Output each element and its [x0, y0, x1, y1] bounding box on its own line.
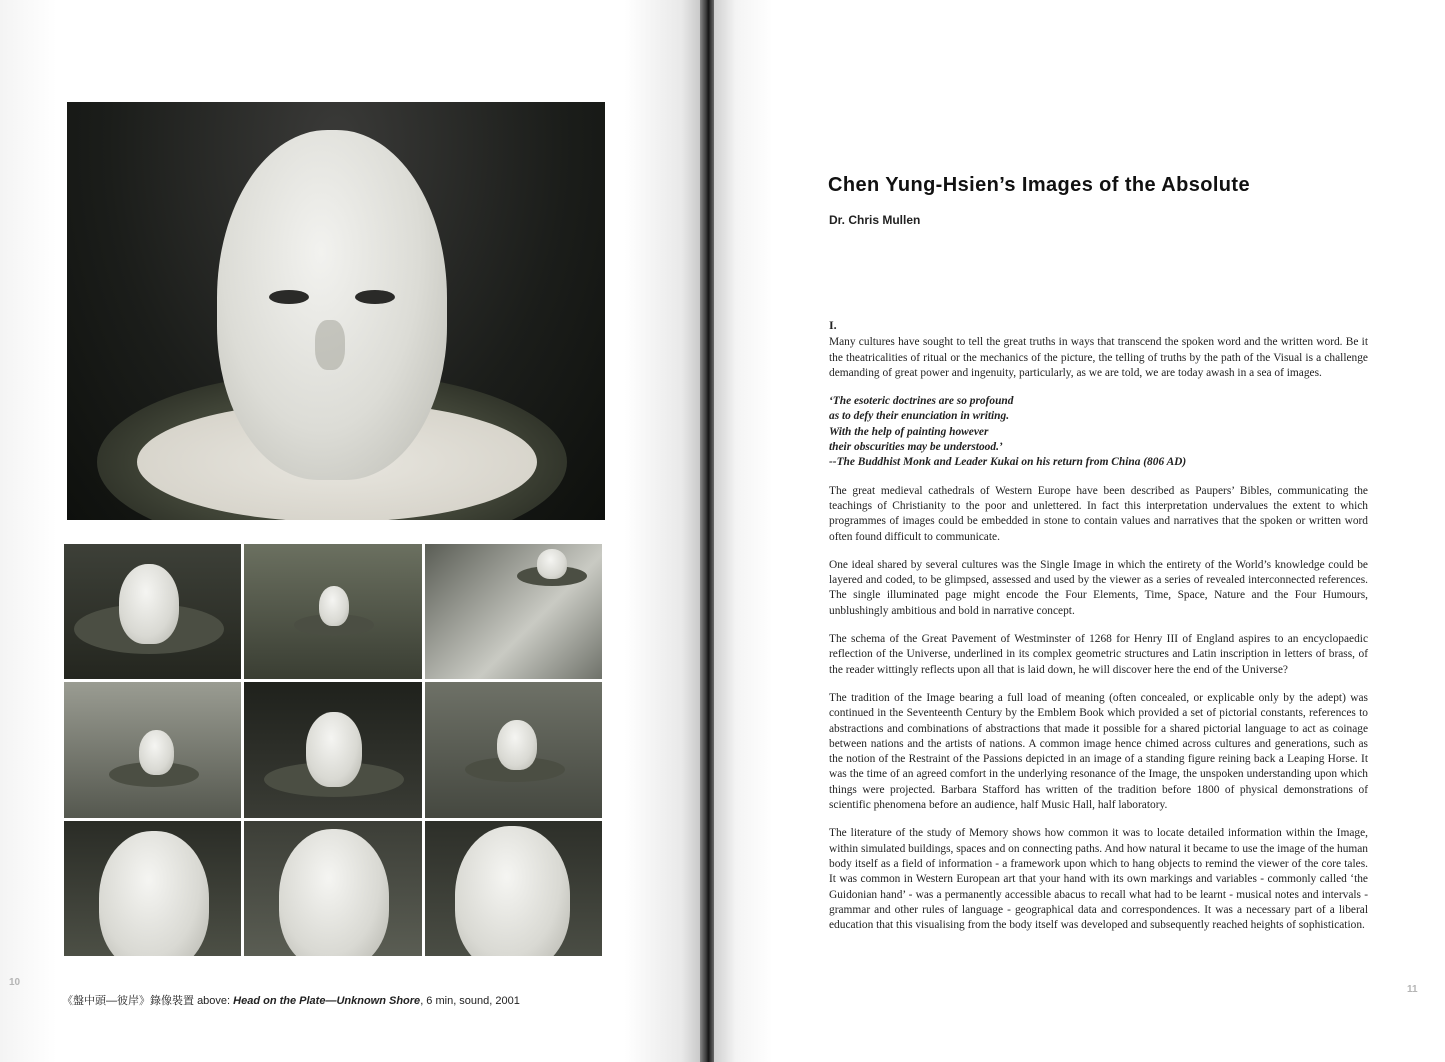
page-number-left: 10 [9, 977, 21, 988]
sequence-photo-2 [244, 544, 421, 679]
main-photo-head-on-plate [67, 102, 605, 520]
sequence-photo-1 [64, 544, 241, 679]
paragraph-1: Many cultures have sought to tell the great truths in ways that transcend the spoken word and the written word. Be it the theatricalities of ritual or the mechanics of the picture, the telling of truths by the path of the Visual is a challenge demanding of great power and ingenuity, particularly, as we are told, we are today awash in a sea of images. [829, 336, 1368, 379]
article-body [829, 318, 1368, 946]
right-eye [355, 290, 395, 304]
left-page [0, 0, 710, 1062]
quote-line-4: their obscurities may be understood.’ [829, 441, 1003, 454]
quote-attribution: --The Buddhist Monk and Leader Kukai on his return from China (806 AD) [829, 456, 1187, 469]
sequence-photo-7 [64, 821, 241, 956]
caption-details: , 6 min, sound, 2001 [420, 995, 520, 1007]
photo-sequence-grid [64, 544, 602, 956]
sequence-photo-9 [425, 821, 602, 956]
paragraph-5: The tradition of the Image bearing a full load of meaning (often concealed, or explicable only by the adept) was continued in the Seventeenth Century by the Emblem Book which provided a set of pictorial constants, references to abstractions and combinations of abstractions that made it possible for a shared pictorial language to act as coinage between nations and the artists of nations. A common image hence chimed across cultures and generations, such as the notion of the Restraint of the Passions depicted in an image of a standing figure reining back a Leaping Horse. It was the time of an agreed comfort in the underlying resonance of the Image, the unspoken understanding upon which things were projected. Barbara Stafford has written of the tradition before 1800 of physical demonstrations of scientific phenomena before an audience, half Music Hall, half laboratory. [829, 691, 1368, 812]
white-head [217, 130, 447, 480]
caption-chinese: 《盤中頭—彼岸》錄像裝置 [62, 995, 194, 1007]
paragraph-2: The great medieval cathedrals of Western Europe have been described as Paupers’ Bibles, communicating the teachings of Christianity to the poor and unlettered. In fact this interpretation undervalues the extent to which programmes of images could be embedded in stone to contain values and narratives that the spoken or written word often found difficult to communicate. [829, 484, 1368, 543]
paragraph-6: The literature of the study of Memory shows how common it was to locate detailed information within the Image, within simulated buildings, spaces and on connecting paths. And how natural it became to use the image of the human body itself as a field of information - a framework upon which to hang objects to remind the viewer of the core tales. It was common in Western European art that your hand with its own markings and variables - commonly called ‘the Guidonian hand’ - was a permanently accessible abacus to recall what had to be learnt - musical notes and intervals - grammar and other rules of language - geographical data and correspondences. It was a necessary part of a liberal education that this visualising from the body itself was developed and subsequently reached heights of sophistication. [829, 827, 1368, 932]
photo-caption [62, 992, 520, 1008]
page-number-right: 11 [1407, 984, 1418, 995]
section-number: I. [829, 318, 837, 332]
sequence-photo-3 [425, 544, 602, 679]
sequence-photo-8 [244, 821, 421, 956]
caption-prefix: above: [197, 995, 231, 1007]
left-eye [269, 290, 309, 304]
paragraph-3: One ideal shared by several cultures was the Single Image in which the entirety of the World’s knowledge could be layered and coded, to be glimpsed, assessed and used by the viewer as a series of revealed interconnected references. The single illuminated page might encode the Four Elements, Time, Space, Nature and the Four Humours, unblushingly ambitious and bold in narrative concept. [829, 558, 1368, 617]
kukai-quote [829, 394, 1368, 470]
sequence-photo-5 [244, 682, 421, 817]
article-author: Dr. Chris Mullen [829, 213, 921, 227]
paragraph-4: The schema of the Great Pavement of Westminster of 1268 for Henry III of England aspires to an encyclopaedic reflection of the Universe, underlined in its complex geometric structures and Latin inscription in letters of brass, of the reader wittingly reflects upon all that is laid down, he will discover here the end of the Universe? [829, 633, 1368, 676]
sequence-photo-4 [64, 682, 241, 817]
sequence-photo-6 [425, 682, 602, 817]
caption-title: Head on the Plate—Unknown Shore [233, 995, 421, 1007]
nose [315, 320, 345, 370]
quote-line-2: as to defy their enunciation in writing. [829, 410, 1010, 423]
quote-line-3: With the help of painting however [829, 425, 989, 438]
quote-line-1: ‘The esoteric doctrines are so profound [829, 395, 1014, 408]
book-gutter [700, 0, 714, 1062]
article-title: Chen Yung-Hsien’s Images of the Absolute [828, 174, 1250, 196]
